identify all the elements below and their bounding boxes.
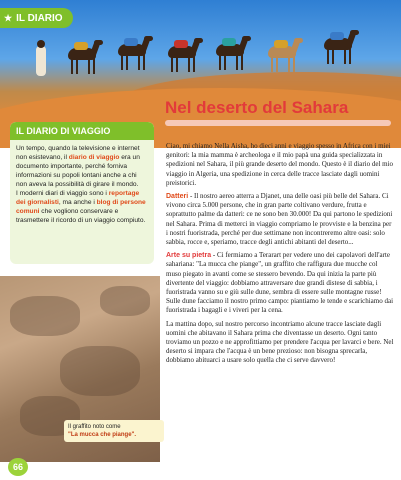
- photo-caption: [64, 420, 164, 442]
- caption-line: Il graffito noto come: [68, 424, 121, 430]
- sidebar-title: IL DIARIO DI VIAGGIO: [10, 122, 154, 140]
- walker-figure: [36, 46, 46, 76]
- section-heading: Arte su pietra: [166, 252, 212, 260]
- page-title: Nel deserto del Sahara: [165, 98, 349, 117]
- sidebar-highlight: reportage dei giornalisti: [16, 190, 140, 206]
- sidebar-highlight: diario di viaggio: [68, 154, 120, 161]
- main-text: [166, 142, 394, 370]
- caption-title: "La mucca che piange".: [68, 432, 137, 438]
- sidebar-box: [10, 122, 154, 264]
- sidebar-text-part: era un documento importante, perché forniva informazioni su popoli lontani anche a chi non aveva la possibilità di girare il mondo.: [16, 154, 140, 188]
- sidebar-text: [10, 140, 154, 229]
- page-number: 66: [8, 458, 28, 476]
- sidebar-text-part: , ma anche i: [58, 199, 97, 206]
- sidebar-text-part: Un tempo, quando la televisione e internet non esistevano, il: [16, 145, 140, 161]
- star-icon: ★: [4, 12, 13, 23]
- section-tag-label: IL DIARIO: [16, 12, 63, 24]
- paragraph-text: - Il nostro aereo atterra a Djanet, una delle oasi più belle del Sahara. Ci vivono circa 5.000 persone, che in gran parte coltivano verdure, frutta e soprattutto palme da datteri: ce ne sono ben 30.000! Da qui partono le spedizioni nel Sahara. Prima di metterci in viaggio compriamo le provviste e la benzina per i nostri fuoristrada, perché per due settimane non incontreremo altre oasi: solo sabbia, rocce e, speriamo, tracce degli antichi abitanti del deserto...: [166, 192, 393, 247]
- camel-icon: [318, 30, 358, 64]
- camel-icon: [62, 40, 102, 74]
- sidebar-text-part: che vogliono conservare e trasmettere il ricordo di un viaggio compiuto.: [16, 208, 146, 224]
- camel-icon: [210, 36, 250, 70]
- camel-icon: [262, 38, 302, 72]
- sidebar-highlight: blog di persone comuni: [16, 199, 146, 215]
- intro-paragraph: Ciao, mi chiamo Nella Aisha, ho dieci anni e viaggio spesso in Africa con i miei genitori: la mia mamma è archeologa e il mio papà una guida specializzata in spedizioni nel Sahara, il più grande deserto del mondo. Questo è il diario del mio viaggio in Algeria, una spedizione in cerca delle tracce lasciate dagli uomini preistorici.: [166, 142, 394, 187]
- paragraph-morning: La mattina dopo, sul nostro percorso incontriamo alcune tracce lasciate dagli uomini che abitavano il Sahara prima che diventasse un deserto. Ogni tanto troviamo un pozzo e ne approfittiamo per prendere l'acqua per lavarci e bere. Nel deserto si impara che l'acqua è un bene prezioso: non bisogna sprecarla, dobbiamo abituarci a usare solo quella che ci serve davvero!: [166, 319, 394, 365]
- sidebar-text-part: I moderni diari di viaggio sono i: [16, 190, 109, 197]
- paragraph-arte: [166, 251, 394, 315]
- paragraph-datteri: [166, 192, 394, 247]
- paragraph-text: - Ci fermiamo a Terarart per vedere uno dei capolavori dell'arte sahariana: "La mucca che piange", un graffito che raffigura due mucche col muso piegato in avanti come se stessero bevendo. Da qui inizia la parte più divertente del viaggio: dobbiamo attraversare due grandi distese di sabbia, i fuoristrada vanno su e giù sulle dune, sembra di essere sulle montagne russe! Sulle dune facciamo il nostro primo campo: piantiamo le tende e scarichiamo dai fuoristrada i bagagli e i viveri per la cena.: [166, 251, 394, 315]
- section-tag: [0, 8, 73, 28]
- section-heading: Datteri: [166, 193, 189, 201]
- camel-icon: [112, 36, 152, 70]
- camel-icon: [162, 38, 202, 72]
